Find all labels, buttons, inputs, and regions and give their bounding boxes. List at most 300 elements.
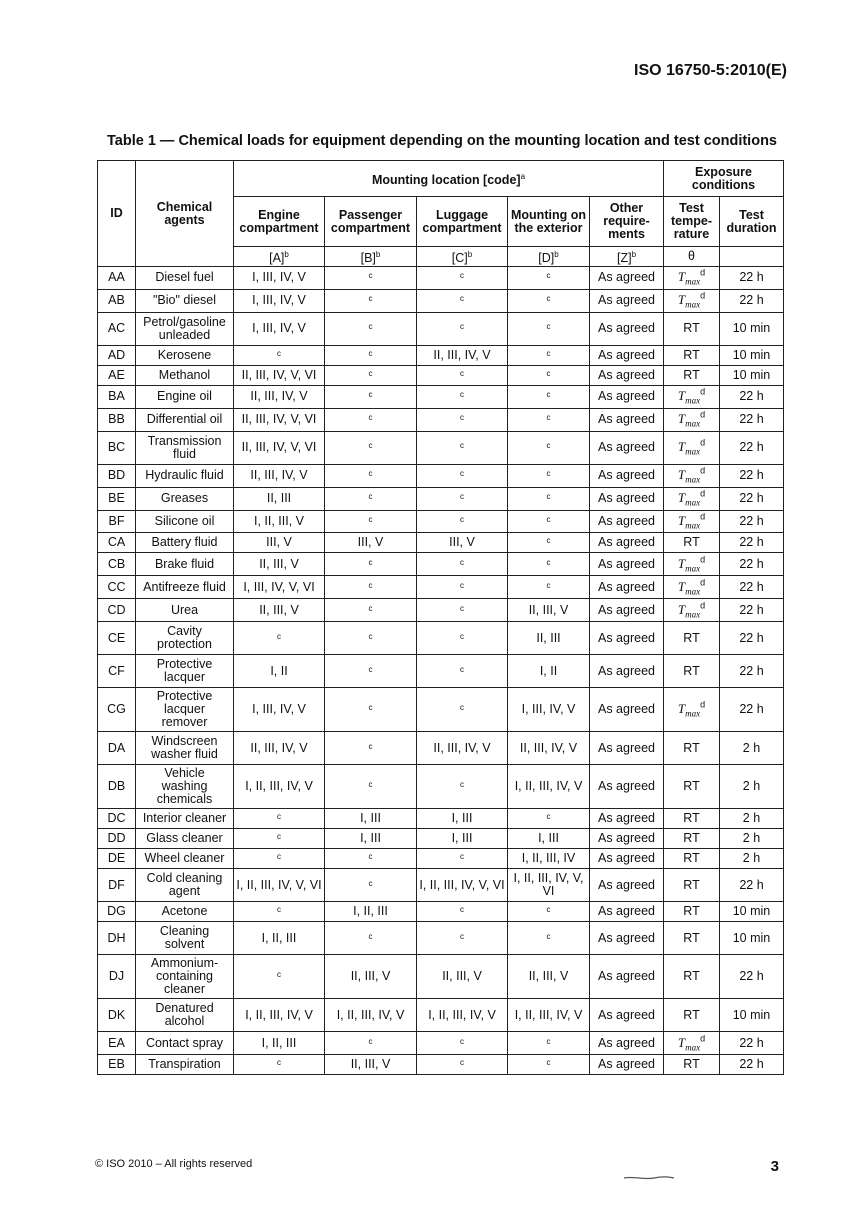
- cell-id: DG: [98, 902, 136, 922]
- cell-t: RT: [664, 902, 720, 922]
- tmax-sup: d: [700, 699, 706, 710]
- cell-agent: Protective lacquer: [136, 655, 234, 688]
- mounting-title: Mounting location [code]: [371, 173, 521, 188]
- cell-a: I, III, IV, V: [234, 267, 325, 290]
- cell-a: [234, 829, 325, 849]
- code-label: [D]: [538, 251, 555, 266]
- cell-z: As agreed: [590, 345, 664, 365]
- cell-d: [508, 431, 590, 464]
- cell-agent: Cold cleaning agent: [136, 869, 234, 902]
- footnote-c: c: [368, 780, 373, 790]
- cell-dur: 10 min: [720, 345, 784, 365]
- tmax-base: T: [677, 489, 686, 505]
- cell-d: [508, 809, 590, 829]
- cell-dur: 2 h: [720, 732, 784, 765]
- cell-b: [325, 487, 417, 510]
- cell-d: I, II, III, IV, V, VI: [508, 869, 590, 902]
- cell-c: I, III: [417, 809, 508, 829]
- footnote-c: c: [460, 905, 464, 915]
- cell-t: RT: [664, 732, 720, 765]
- cell-a: II, III, V: [234, 553, 325, 576]
- tmax-sup: d: [700, 465, 706, 476]
- footnote-c: c: [546, 441, 551, 451]
- cell-d: [508, 533, 590, 553]
- cell-d: I, II: [508, 655, 590, 688]
- cell-t: RT: [664, 849, 720, 869]
- cell-z: As agreed: [590, 622, 664, 655]
- tmax-value: [677, 409, 706, 429]
- cell-c: [417, 408, 508, 431]
- tmax-value: [677, 1033, 706, 1053]
- cell-agent: Petrol/gasoline unleaded: [136, 312, 234, 345]
- footnote-c: c: [368, 441, 373, 451]
- cell-b: I, III: [325, 829, 417, 849]
- footnote-c: c: [546, 557, 551, 567]
- cell-dur: 2 h: [720, 765, 784, 809]
- cell-agent: Cleaning solvent: [136, 922, 234, 955]
- footnote-c: c: [460, 413, 464, 423]
- tmax-sup: d: [700, 268, 706, 278]
- cell-dur: 22 h: [720, 464, 784, 487]
- cell-b: I, III: [325, 809, 417, 829]
- footnote-c: c: [546, 271, 551, 281]
- tmax-sub: max: [685, 1042, 701, 1053]
- cell-b: [325, 869, 417, 902]
- col-header-id: ID: [98, 161, 136, 267]
- cell-c: [417, 464, 508, 487]
- cell-b: [325, 365, 417, 385]
- cell-id: AE: [98, 365, 136, 385]
- cell-c: [417, 655, 508, 688]
- tmax-sup: d: [700, 386, 706, 397]
- cell-agent: Brake fluid: [136, 553, 234, 576]
- footnote-c: c: [546, 322, 551, 332]
- code-sup: b: [284, 249, 289, 259]
- tmax-base: T: [677, 411, 686, 427]
- cell-c: [417, 599, 508, 622]
- tmax-value: [677, 511, 706, 531]
- footnote-c: c: [368, 348, 373, 358]
- cell-dur: 22 h: [720, 510, 784, 533]
- cell-t: RT: [664, 955, 720, 999]
- cell-t: [664, 599, 720, 622]
- cell-t: RT: [664, 345, 720, 365]
- cell-b: [325, 464, 417, 487]
- footnote-c: c: [368, 664, 373, 674]
- footnote-c: c: [277, 832, 281, 842]
- cell-t: RT: [664, 829, 720, 849]
- cell-id: BE: [98, 487, 136, 510]
- cell-agent: Acetone: [136, 902, 234, 922]
- cell-id: BF: [98, 510, 136, 533]
- cell-b: [325, 655, 417, 688]
- cell-agent: Urea: [136, 599, 234, 622]
- table-row: [98, 765, 784, 809]
- cell-agent: "Bio" diesel: [136, 289, 234, 312]
- cell-b: [325, 922, 417, 955]
- footnote-c: c: [368, 294, 373, 304]
- footnote-c: c: [368, 741, 373, 751]
- tmax-base: T: [677, 292, 686, 308]
- cell-agent: Windscreen washer fluid: [136, 732, 234, 765]
- cell-c: II, III, IV, V: [417, 732, 508, 765]
- cell-b: I, II, III: [325, 902, 417, 922]
- cell-z: As agreed: [590, 999, 664, 1032]
- footnote-c: c: [546, 514, 551, 524]
- cell-id: BA: [98, 385, 136, 408]
- cell-a: I, II, III: [234, 1032, 325, 1055]
- footnote-c: c: [368, 469, 373, 479]
- tmax-value: [677, 600, 706, 620]
- cell-z: As agreed: [590, 385, 664, 408]
- cell-d: II, III, V: [508, 599, 590, 622]
- table-row: [98, 385, 784, 408]
- cell-d: [508, 408, 590, 431]
- margin-mark: [624, 1176, 674, 1180]
- cell-a: I, III, IV, V: [234, 289, 325, 312]
- cell-d: [508, 365, 590, 385]
- tmax-base: T: [677, 555, 686, 571]
- footnote-c: c: [460, 603, 464, 613]
- footnote-c: c: [368, 878, 373, 888]
- cell-c: [417, 553, 508, 576]
- cell-t: RT: [664, 365, 720, 385]
- code-cell-4: [590, 247, 664, 267]
- cell-t: [664, 553, 720, 576]
- cell-id: AC: [98, 312, 136, 345]
- cell-d: [508, 1032, 590, 1055]
- cell-z: As agreed: [590, 553, 664, 576]
- table-row: [98, 312, 784, 345]
- sub-header-3: Mounting on the exterior: [508, 197, 590, 247]
- tmax-base: T: [677, 388, 686, 404]
- footnote-c: c: [460, 294, 464, 304]
- footnote-c: c: [460, 557, 464, 567]
- cell-z: As agreed: [590, 431, 664, 464]
- cell-c: [417, 365, 508, 385]
- code-label: θ: [688, 249, 695, 263]
- cell-agent: Kerosene: [136, 345, 234, 365]
- cell-b: [325, 599, 417, 622]
- table-row: [98, 869, 784, 902]
- sub-header-2: Luggage compartment: [417, 197, 508, 247]
- cell-z: As agreed: [590, 655, 664, 688]
- tmax-sub: max: [685, 418, 701, 429]
- cell-c: [417, 1055, 508, 1075]
- cell-z: As agreed: [590, 869, 664, 902]
- tmax-sub: max: [685, 708, 701, 719]
- cell-dur: 22 h: [720, 655, 784, 688]
- cell-c: [417, 431, 508, 464]
- cell-a: I, III, IV, V, VI: [234, 576, 325, 599]
- table-row: [98, 289, 784, 312]
- cell-b: [325, 688, 417, 732]
- footnote-c: c: [546, 812, 551, 822]
- cell-agent: Contact spray: [136, 1032, 234, 1055]
- cell-dur: 22 h: [720, 622, 784, 655]
- cell-a: II, III, IV, V: [234, 464, 325, 487]
- footnote-c: c: [546, 348, 551, 358]
- footnote-c: c: [546, 294, 551, 304]
- group-header-mounting: [234, 161, 664, 197]
- footnote-c: c: [460, 514, 464, 524]
- cell-dur: 2 h: [720, 829, 784, 849]
- cell-a: [234, 1055, 325, 1075]
- cell-id: DA: [98, 732, 136, 765]
- group-header-exposure: Exposure conditions: [664, 161, 784, 197]
- cell-a: I, II, III: [234, 922, 325, 955]
- cell-z: As agreed: [590, 902, 664, 922]
- table-row: [98, 902, 784, 922]
- table-row: [98, 922, 784, 955]
- cell-z: As agreed: [590, 809, 664, 829]
- cell-c: [417, 267, 508, 290]
- cell-dur: 10 min: [720, 922, 784, 955]
- cell-c: [417, 289, 508, 312]
- footnote-c: c: [277, 970, 281, 980]
- code-sup: b: [554, 249, 559, 259]
- table-row: [98, 955, 784, 999]
- cell-t: RT: [664, 765, 720, 809]
- cell-dur: 2 h: [720, 809, 784, 829]
- footnote-c: c: [368, 413, 373, 423]
- cell-z: As agreed: [590, 576, 664, 599]
- cell-a: [234, 902, 325, 922]
- cell-id: CC: [98, 576, 136, 599]
- footnote-c: c: [368, 492, 373, 502]
- cell-agent: Transpiration: [136, 1055, 234, 1075]
- tmax-base: T: [677, 439, 686, 455]
- code-label: [C]: [451, 251, 468, 266]
- footnote-c: c: [546, 580, 551, 590]
- cell-c: [417, 312, 508, 345]
- code-cell-3: [508, 247, 590, 267]
- cell-c: [417, 765, 508, 809]
- cell-t: RT: [664, 622, 720, 655]
- cell-id: CB: [98, 553, 136, 576]
- table-row: [98, 576, 784, 599]
- cell-dur: 22 h: [720, 533, 784, 553]
- cell-c: [417, 902, 508, 922]
- cell-c: [417, 849, 508, 869]
- footnote-c: c: [546, 368, 551, 378]
- cell-b: [325, 431, 417, 464]
- cell-id: EA: [98, 1032, 136, 1055]
- cell-z: As agreed: [590, 510, 664, 533]
- footnote-c: c: [546, 1058, 551, 1068]
- sub-header-4: Other require-ments: [590, 197, 664, 247]
- footnote-c: c: [546, 413, 551, 423]
- tmax-value: [677, 290, 706, 310]
- cell-agent: Antifreeze fluid: [136, 576, 234, 599]
- code-cell-1: [325, 247, 417, 267]
- cell-d: II, III, V: [508, 955, 590, 999]
- table-row: [98, 809, 784, 829]
- cell-a: II, III, IV, V, VI: [234, 365, 325, 385]
- cell-t: RT: [664, 922, 720, 955]
- cell-z: As agreed: [590, 533, 664, 553]
- cell-a: [234, 809, 325, 829]
- cell-b: [325, 622, 417, 655]
- cell-id: DB: [98, 765, 136, 809]
- cell-dur: 22 h: [720, 955, 784, 999]
- cell-agent: Engine oil: [136, 385, 234, 408]
- footnote-c: c: [460, 271, 464, 281]
- cell-t: [664, 431, 720, 464]
- cell-dur: 22 h: [720, 576, 784, 599]
- document-id: ISO 16750-5:2010(E): [634, 62, 787, 79]
- cell-c: I, II, III, IV, V, VI: [417, 869, 508, 902]
- cell-a: [234, 955, 325, 999]
- cell-c: II, III, V: [417, 955, 508, 999]
- cell-z: As agreed: [590, 599, 664, 622]
- table-row: [98, 533, 784, 553]
- tmax-sup: d: [700, 437, 706, 448]
- tmax-base: T: [677, 467, 686, 483]
- cell-z: As agreed: [590, 365, 664, 385]
- cell-d: [508, 902, 590, 922]
- cell-b: [325, 312, 417, 345]
- cell-c: I, II, III, IV, V: [417, 999, 508, 1032]
- tmax-sup: d: [700, 290, 706, 301]
- table-row: [98, 999, 784, 1032]
- cell-t: [664, 576, 720, 599]
- sub-header-0: Engine compartment: [234, 197, 325, 247]
- cell-d: [508, 464, 590, 487]
- footnote-c: c: [460, 780, 464, 790]
- footnote-c: c: [460, 580, 464, 590]
- footnote-c: c: [368, 271, 373, 281]
- tmax-sup: d: [700, 488, 706, 499]
- footnote-c: c: [460, 1036, 464, 1046]
- tmax-value: [677, 554, 706, 574]
- footnote-c: c: [368, 703, 373, 713]
- cell-d: I, II, III, IV: [508, 849, 590, 869]
- tmax-value: [677, 386, 706, 406]
- cell-c: [417, 576, 508, 599]
- cell-id: DK: [98, 999, 136, 1032]
- cell-z: As agreed: [590, 765, 664, 809]
- footnote-c: c: [460, 322, 464, 332]
- footnote-c: c: [460, 631, 464, 641]
- cell-d: [508, 312, 590, 345]
- cell-t: [664, 510, 720, 533]
- tmax-sup: d: [700, 409, 706, 420]
- cell-z: As agreed: [590, 267, 664, 290]
- table-row: [98, 267, 784, 290]
- cell-b: [325, 849, 417, 869]
- tmax-sub: max: [685, 609, 701, 620]
- footnote-c: c: [546, 469, 551, 479]
- cell-t: [664, 385, 720, 408]
- cell-t: [664, 464, 720, 487]
- table-caption: Table 1 — Chemical loads for equipment depending on the mounting location and test conditions: [107, 133, 777, 149]
- tmax-sub: max: [685, 497, 701, 508]
- cell-d: [508, 345, 590, 365]
- cell-id: AA: [98, 267, 136, 290]
- cell-dur: 22 h: [720, 487, 784, 510]
- footnote-c: c: [368, 852, 373, 862]
- footnote-c: c: [277, 1058, 281, 1068]
- cell-a: II, III: [234, 487, 325, 510]
- tmax-sup: d: [700, 554, 706, 565]
- table-row: [98, 829, 784, 849]
- cell-id: AB: [98, 289, 136, 312]
- cell-c: I, III: [417, 829, 508, 849]
- cell-id: DC: [98, 809, 136, 829]
- tmax-base: T: [677, 1034, 686, 1050]
- tmax-base: T: [677, 512, 686, 528]
- footnote-c: c: [460, 664, 464, 674]
- cell-c: [417, 385, 508, 408]
- cell-a: III, V: [234, 533, 325, 553]
- table-row: [98, 510, 784, 533]
- cell-z: As agreed: [590, 312, 664, 345]
- cell-id: CD: [98, 599, 136, 622]
- copyright-notice: © ISO 2010 – All rights reserved: [95, 1158, 253, 1170]
- cell-agent: Interior cleaner: [136, 809, 234, 829]
- cell-dur: 22 h: [720, 385, 784, 408]
- code-label: [B]: [360, 251, 376, 266]
- cell-agent: Protective lacquer remover: [136, 688, 234, 732]
- cell-z: As agreed: [590, 1032, 664, 1055]
- tmax-base: T: [677, 701, 686, 717]
- cell-z: As agreed: [590, 464, 664, 487]
- cell-t: [664, 289, 720, 312]
- cell-a: I, II, III, IV, V: [234, 765, 325, 809]
- cell-d: [508, 487, 590, 510]
- cell-a: II, III, IV, V: [234, 385, 325, 408]
- code-cell-2: [417, 247, 508, 267]
- page-number: 3: [770, 1158, 779, 1175]
- table-row: [98, 688, 784, 732]
- table-row: [98, 487, 784, 510]
- sub-header-1: Passenger compartment: [325, 197, 417, 247]
- tmax-value: [677, 488, 706, 508]
- footnote-c: c: [368, 322, 373, 332]
- cell-c: [417, 922, 508, 955]
- cell-a: I, II, III, V: [234, 510, 325, 533]
- cell-b: [325, 510, 417, 533]
- cell-d: [508, 510, 590, 533]
- cell-t: [664, 408, 720, 431]
- code-sup: b: [467, 249, 473, 259]
- footnote-c: c: [460, 390, 464, 400]
- cell-b: II, III, V: [325, 955, 417, 999]
- cell-c: III, V: [417, 533, 508, 553]
- footnote-c: c: [277, 905, 281, 915]
- cell-agent: Wheel cleaner: [136, 849, 234, 869]
- cell-id: AD: [98, 345, 136, 365]
- cell-id: DF: [98, 869, 136, 902]
- chemical-loads-table: [97, 160, 784, 1075]
- cell-c: [417, 688, 508, 732]
- cell-a: I, II, III, IV, V: [234, 999, 325, 1032]
- footnote-c: c: [460, 931, 464, 941]
- footnote-c: c: [277, 852, 281, 862]
- code-label: [Z]: [616, 251, 632, 266]
- cell-d: II, III: [508, 622, 590, 655]
- code-cell-0: [234, 247, 325, 267]
- cell-agent: Battery fluid: [136, 533, 234, 553]
- cell-b: [325, 289, 417, 312]
- cell-id: BC: [98, 431, 136, 464]
- footnote-c: c: [546, 390, 551, 400]
- tmax-sup: d: [700, 600, 706, 611]
- tmax-sub: max: [685, 446, 701, 457]
- cell-z: As agreed: [590, 487, 664, 510]
- cell-d: [508, 385, 590, 408]
